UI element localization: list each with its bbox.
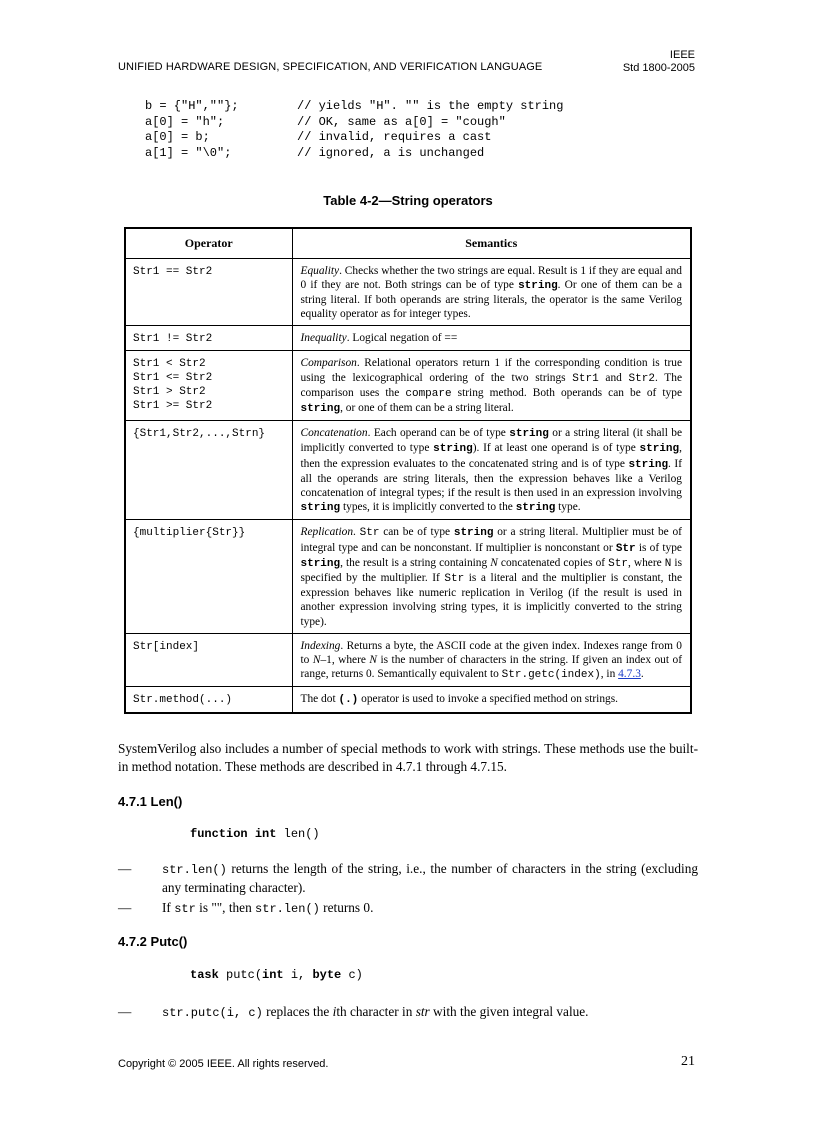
intro-paragraph: SystemVerilog also includes a number of special methods to work with strings. These methods use the built-in method notation. These methods are described in 4.7.1 through 4.7.15. [118, 741, 698, 774]
running-header-std [623, 49, 695, 75]
term-italic: Equality [300, 264, 340, 277]
operator-cell: Str[index] [125, 633, 292, 687]
variable-italic: N [369, 653, 378, 666]
code: compare [405, 387, 452, 400]
code-line [145, 115, 563, 131]
text: replaces the [262, 1004, 333, 1019]
text: , the result is a string containing [340, 556, 491, 569]
keyword: string [300, 557, 341, 570]
text: . Each operand can be of type [367, 427, 510, 440]
keyword: task [190, 968, 219, 982]
text: . The comparison uses the [300, 371, 682, 399]
code-comment: // OK, same as a[0] = "cough" [297, 114, 506, 129]
text: . [640, 668, 644, 681]
text: and [598, 371, 629, 384]
text: operator is used to invoke a specified method on strings. [358, 693, 618, 706]
text: returns the length of the string, i.e., the number of characters in the string (excluding any terminating character). [162, 861, 698, 895]
putc-signature [190, 968, 363, 982]
semantics-cell [292, 351, 691, 421]
text: or a string literal. Multiplier must be of integral type and can be nonconstant. If multiplier is nonconstant or [300, 526, 682, 554]
header-std-number: Std 1800-2005 [622, 62, 695, 74]
text: is "", then [195, 900, 256, 915]
variable-italic: str [415, 1004, 430, 1019]
semantics-cell [292, 258, 691, 326]
operator-cell: {multiplier{Str}} [125, 520, 292, 633]
text: string method. Both operands can be of type [451, 386, 683, 399]
operator-cell: Str1 == Str2 [125, 258, 292, 326]
operator-cell: {Str1,Str2,...,Strn} [125, 421, 292, 520]
string-operators-table [124, 227, 692, 714]
operator-cell: Str.method(...) [125, 687, 292, 713]
text: –1, where [320, 653, 370, 666]
text: . Relational operators return 1 if the corresponding condition is true using the lexicographical ordering of the two strings [300, 357, 682, 384]
header-org: IEEE [669, 49, 695, 61]
text: . Checks whether the two strings are equal. Result is 1 if they are equal and 0 if they are not. Both strings can be of type [300, 264, 682, 291]
keyword: string [433, 443, 473, 456]
text: or a string literal (it shall be implicitly converted to type [300, 427, 683, 455]
code: c) [348, 968, 363, 982]
code: N [664, 557, 672, 570]
len-signature [190, 827, 320, 841]
table-row [125, 326, 691, 351]
code-comment: // invalid, requires a cast [297, 130, 492, 144]
bullet-dash: — [118, 861, 132, 876]
section-heading-len: 4.7.1 Len() [118, 794, 183, 809]
bullet-dash: — [118, 900, 132, 915]
code: putc( [226, 968, 263, 982]
page-number: 21 [681, 1054, 695, 1069]
code-example [145, 99, 563, 161]
keyword: string [300, 502, 341, 515]
table-row [125, 633, 691, 687]
text: is the number of characters in the string. If given an index out of range, returns 0. Semantically equivalent to [300, 653, 682, 681]
variable-italic: N [490, 556, 498, 569]
term-italic: Replication [300, 526, 354, 539]
text: , in [600, 668, 619, 681]
table-row [125, 421, 691, 520]
code-line [145, 130, 563, 146]
bullet-dash: — [118, 1004, 132, 1019]
variable-italic: i [332, 1004, 337, 1019]
code: str [174, 902, 196, 916]
column-header-operator: Operator [125, 228, 292, 258]
section-heading-putc: 4.7.2 Putc() [118, 934, 188, 949]
code: str.putc(i, c) [162, 1006, 263, 1020]
table-caption: Table 4-2—String operators [323, 193, 493, 208]
keyword: int [254, 827, 277, 841]
keyword: (.) [338, 694, 359, 707]
column-header-semantics: Semantics [292, 228, 691, 258]
text: . [353, 526, 360, 539]
semantics-cell [292, 326, 691, 351]
text: is specified by the multiplier. If [300, 556, 682, 584]
code: str.len() [162, 863, 227, 877]
text: type. [555, 501, 581, 514]
code-statement: a[0] = "h"; [145, 114, 225, 129]
text: , where [627, 556, 665, 569]
keyword: string [300, 402, 341, 415]
code: i, [290, 968, 306, 982]
list-item [118, 1003, 698, 1022]
text: . Logical negation of == [346, 332, 458, 345]
keyword: string [515, 502, 556, 515]
semantics-cell [292, 520, 691, 633]
text: returns 0. [319, 900, 374, 915]
text: , or one of them can be a string literal. [340, 401, 514, 414]
code: Str2 [628, 372, 655, 385]
keyword: function [190, 827, 248, 841]
variable-italic: N [312, 653, 321, 666]
term-italic: Concatenation [300, 427, 368, 440]
running-header-title: UNIFIED HARDWARE DESIGN, SPECIFICATION, AND VERIFICATION LANGUAGE [118, 61, 543, 73]
text: The dot [300, 693, 339, 706]
text: is of type [635, 541, 682, 554]
text: is a literal and the multiplier is constant, the expression behaves like numeric replication in Verilog (if the result is used in another expression involving string types, it is implicitly converted to the string type). [300, 571, 682, 628]
code: Str1 [572, 372, 599, 385]
keyword: string [509, 428, 549, 441]
footer-copyright: Copyright © 2005 IEEE. All rights reserved. [118, 1058, 329, 1070]
semantics-cell [292, 421, 691, 520]
table-row [125, 687, 691, 713]
code-statement: b = {"H",""}; [145, 99, 239, 113]
semantics-cell [292, 633, 691, 687]
operator-cell: Str1 != Str2 [125, 326, 292, 351]
keyword: string [639, 443, 680, 456]
text: th character in [336, 1004, 416, 1019]
list-item-text [162, 899, 698, 918]
list-item [118, 899, 698, 918]
code-line [145, 99, 563, 115]
keyword: string [453, 527, 494, 540]
text: ). If at least one operand is of type [472, 442, 640, 455]
code: len() [283, 827, 320, 841]
term-italic: Indexing [300, 639, 341, 652]
keyword: byte [312, 968, 342, 982]
operator-cell: Str1 < Str2 Str1 <= Str2 Str1 > Str2 Str1 >= Str2 [125, 351, 292, 421]
section-link[interactable]: 4.7.3 [618, 668, 641, 681]
text: types, it is implicitly converted to the [340, 501, 516, 514]
keyword: Str [615, 542, 636, 555]
code: Str [608, 557, 628, 570]
term-italic: Inequality [300, 332, 347, 345]
code-line [145, 146, 563, 162]
code: Str.getc(index) [501, 669, 601, 682]
keyword: string [628, 458, 669, 471]
code-statement: a[0] = b; [145, 130, 210, 144]
text: . If all the operands are string literals, then the expression behaves like a Verilog concatenation of integral types; if the result is then used in an expression involving [300, 457, 682, 499]
text: can be of type [379, 526, 454, 539]
semantics-cell [292, 687, 691, 713]
text: If [162, 900, 175, 915]
code-comment: // yields "H". "" is the empty string [297, 99, 564, 113]
term-italic: Comparison [300, 357, 357, 370]
code: str.len() [255, 902, 320, 916]
table-row [125, 520, 691, 633]
table-row [125, 351, 691, 421]
keyword: int [262, 968, 284, 982]
text: with the given integral value. [429, 1004, 589, 1019]
table-row [125, 258, 691, 326]
list-item-text [162, 860, 698, 897]
list-item [118, 860, 698, 897]
text: , then the expression evaluates to the concatenated string and is of type [300, 442, 682, 470]
code: Str [444, 572, 465, 585]
text: concatenated copies of [497, 556, 609, 569]
keyword: string [518, 279, 558, 292]
code-statement: a[1] = "\0"; [145, 145, 232, 160]
code-comment: // ignored, a is unchanged [297, 145, 485, 160]
list-item-text [162, 1003, 698, 1022]
code: Str [359, 527, 380, 540]
text: . Or one of them can be a string literal. If both operands are string literals, the operator is the same Verilog equality operator as for integer types. [300, 278, 683, 321]
text: . Returns a byte, the ASCII code at the given index. Indexes range from 0 to [300, 639, 682, 666]
table-header-row [125, 228, 691, 258]
